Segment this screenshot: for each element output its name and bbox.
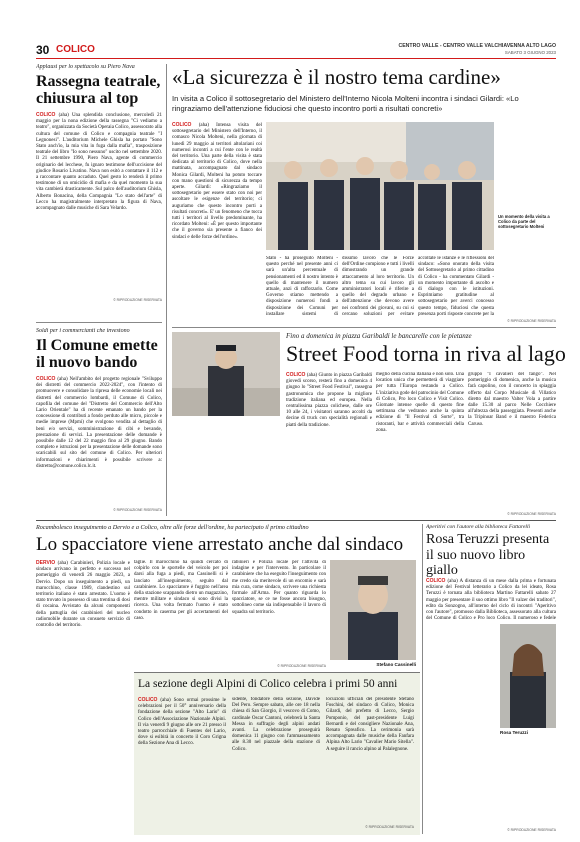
alpini-box	[134, 672, 420, 835]
streetfood-kicker: Fino a domenica in piazza Garibaldi le bancarelle con le pietanze	[286, 332, 472, 340]
teruzzi-body-top: COLICO (aha) A distanza di un mese dalla prima e fortunata edizione del Festival letterario a Colico da lei ideato, Rosa Teruzzi è tornata alla biblioteca Martino Fattarelli sabato 27 maggio per presentare il suo ottimo libro "Il valzer dei traditori", edito da Sonzogno, all'interno del ciclo di incontri "Aperitivo con l'autore", promosso dalla Biblioteca, assessorato alla cultura del Comune di Colico e Pro loco Colico. Il numeroso e fedele	[426, 578, 556, 622]
page-header	[36, 42, 556, 58]
alpini-credit: © RIPRODUZIONE RISERVATA	[365, 825, 414, 829]
sicurezza-caption: Un momento della visita a Colico da parte del sottosegretario Molteni	[498, 214, 550, 230]
divider-left-1	[36, 322, 162, 323]
officer-photo-image	[172, 332, 280, 416]
group-photo-image	[266, 122, 494, 250]
sicurezza-col-3: dissimo lavoro che le Forze dell'Ordine compiono e tutti i livelli dimostrando un grande attaccamento al loro territorio. Un altro tema su cui lavoro gli amministratori locali è riferire a quello del degrado urbano e dell'attenzione che devono avere nei confronti dei giovani, su cui si cercano soluzioni per evitare	[342, 256, 414, 317]
spacciatore-caption: Stefano Cassinelli	[376, 662, 416, 667]
alpini-col-3: locuzioni ufficiali del presidente Stefano Foschini, del sindaco di Colico, Monica Gilardi, del prefetto di Lecco, Sergio Pomponio, del past-presidente Luigi Bernardi e del consigliere Nazionale Ana, Renato Spreafico. La cerimonia sarà accompagnata dalle musiche della Fanfara Alpina Alto Lario "Cavalier Mario Sitella". A seguire il rancio alpino al Palalegnone.	[326, 697, 414, 752]
rassegna-tag: COLICO	[36, 112, 56, 118]
section-label: COLICO	[56, 44, 95, 55]
sicurezza-photo	[266, 122, 494, 250]
article-bando	[36, 328, 162, 518]
bando-kicker: Soldi per i commercianti che investono	[36, 328, 130, 334]
page-number: 30	[36, 43, 50, 57]
sicurezza-col-4: accoltate le istanze e le riflessioni del sindaco: «Sono onorato della visita del Sottosegretario al primo cittadino di Colico - ha commentato Gilardi - un momento importante di ascolto e di dialogo con le istituzioni. Esprimiamo gratitudine al sottosegretario per averci concesso questo tempo, fiduciosi che questa presenza porti risposte concrete per la	[418, 256, 494, 317]
author-photo-image	[500, 624, 556, 728]
teruzzi-title: Rosa Teruzzi presenta il suo nuovo libro giallo	[426, 532, 550, 578]
sicurezza-tag: COLICO	[172, 122, 192, 128]
rassegna-credit: © RIPRODUZIONE RISERVATA	[113, 298, 162, 302]
alpini-col-2: sidente, fondatore della sezione, Davide Del Pero. Sempre sabato, alle ore 18 nella chiesa di San Giorgio, il vescovo di Como, cardinale Oscar Cantoni, celebrerà la Santa Messa in suffragio degli alpini andati avanti. La celebrazione proseguirà domenica 11 giugno con l'ammassamento alle 8.30 nel piazzale della stazione di Colico.	[232, 697, 320, 752]
vertical-divider-right	[422, 524, 423, 834]
sicurezza-title: «La sicurezza è il nostro tema cardine»	[172, 65, 501, 89]
teruzzi-caption: Rosa Teruzzi	[500, 730, 528, 735]
bando-credit: © RIPRODUZIONE RISERVATA	[113, 508, 162, 512]
teruzzi-credit: © RIPRODUZIONE RISERVATA	[507, 828, 556, 832]
streetfood-col-2: meglio della cucina italiana e non solo. Una location unica che permetterà di viaggiare per tutta l'Europa restando a Colico. L'iniziativa gode del patrocinio del Comune di Colico, Pro loco Colico e Visit Colico. Giornate intense quelle di questo fine settimana che vedranno anche la quinta edizione di "Il Festival di Sorte", tra ristoranti, bar e attività commerciali della zona.	[376, 372, 464, 433]
streetfood-title: Street Food torna in riva al lago	[286, 341, 566, 366]
spacciatore-photo	[330, 560, 416, 660]
streetfood-tag: COLICO	[286, 372, 306, 378]
streetfood-photo	[172, 332, 280, 416]
sicurezza-deck: In visita a Colico il sottosegretario del Ministero dell'Interno Nicola Molteni incontra i sindaci Gilardi: «Lo ringraziamo dell'attenzione fiduciosi che questo incontro porti a risultati concreti»	[172, 94, 519, 113]
teruzzi-tag: COLICO	[426, 578, 446, 584]
spacciatore-kicker: Rocambolesco inseguimento a Dervio e a Colico, oltre alle forze dell'ordine, ha partecipato il primo cittadino	[36, 524, 309, 531]
rassegna-body: COLICO (aha) Una splendida conclusione, mercoledì 21 maggio per la nona edizione della rassegna "Ci vediamo a teatro", organizzata da Società Operaia Colico, assessorato alla cultura del comune di Colico e compagnia teatrale "I Legnonesi". L'auditorium Michele Ghisla ha portato "Sono Stato anch'io, la mia vita in fuga dalla mafia", trasposizione teatrale del libro "Io sono nessuno" uscito nel settembre 2020. Il 21 settembre 1990, Piero Nava, agente di commercio originario del lecchese, fu ignaro testimone dell'uccisione del giudice Rosario Livatino. Nava non esitò a contattare il 112 e a raccontare quanto accaduto. Quel gesto lo renderà il primo testimone di un omicidio di mafia e da quel momento la sua vita cambierà drasticamente. Sul palco dell'auditorium Ghisla, Alberto Bonacina, della Compagnia "Lo stato dell'arte" di Lecco ha magistralmente interpretato la figura di Nava, accompagnato dalle musiche di Sara Velardo.	[36, 112, 162, 212]
sicurezza-credit: © RIPRODUZIONE RISERVATA	[507, 319, 556, 323]
alpini-title: La sezione degli Alpini di Colico celebra i primi 50 anni	[138, 678, 398, 690]
article-teruzzi	[426, 524, 556, 836]
teruzzi-photo	[500, 624, 556, 728]
alpini-tag: COLICO	[138, 697, 158, 703]
article-rassegna	[36, 64, 162, 312]
divider-right-1	[172, 327, 556, 328]
spacciatore-col-2: taglie. Il marocchino ha quindi cercato di colpirlo con le sportelle del veicolo per poi darsi alla fuga a piedi, ma Cassinelli si è lanciato all'inseguimento, seguito dal carabiniere. Lo spacciatore è fuggito nell'area della stazione scappando dietro un magazzino, mentre militare e sindaco si sono divisi la ricerca. Una volta fermato l'uomo è stato condotto in caserma per gli accertamenti del caso.	[134, 560, 228, 621]
spacciatore-col-1: DERVIO (aha) Carabinieri, Polizia locale e sindaco arrivano in perfetto e successo nel pomeriggio di venerdì 26 maggio 2023, a Dervio. Dopo un inseguimento a piedi, un marocchino, classe 1989, clandestino sul territorio italiano è stato arrestato. L'uomo è stato trovato in possesso di una trentina di dosi di cocaina. Avvistato da alcuni componenti della pattuglia dei carabinieri del nucleo radiomobile durante un consueto servizio di controllo del territorio.	[36, 560, 130, 629]
header-rule	[36, 58, 556, 59]
bando-body: COLICO (aha) Nell'ambito del progetto regionale "Sviluppo dei distretti del commercio 2022-2024", con l'intento di promuovere e consolidare la ripresa delle economie locali nei distretti del commercio lombardi, il Comune di Colico, capofila del comune del "Distretto del Commercio dell'Alto Lario Orientale" ha di recente emanato un bando per la concessione di contributi a fondo perduto alle micro, piccole e medie imprese (Mpmi) che svolgono vendita al dettaglio di beni e/o servizi, somministrazione di cibi e bevande, prestazione di servizi. La presentazione delle domande è possibile dalle 12 del 22 maggio fino al 29 giugno. Bando completo e istruzioni per la presentazione delle domande sono scaricabili sul sito del comune di Colico. Per ulteriori informazioni e chiarimenti è possibile scrivere a: distretto@comune.colico.lc.it.	[36, 376, 162, 469]
spacciatore-col-3: rabinieri e Polizia locale per l'attività di indagine e per l'intervento. In particolare il carabiniere che ha eseguito l'inseguimento con me credo sia meritevole di un encomio e sarà mia cura, come sindaco, scrivere una richiesta formale all'Arma. Per quanto riguarda lo spacciatore, se ce ne fosse ancora bisogno, sottolineo come sia indispensabile il lavoro di squadra sul territorio.	[232, 560, 326, 615]
streetfood-credit: © RIPRODUZIONE RISERVATA	[507, 512, 556, 516]
sicurezza-col-1: COLICO (aha) Intensa visita del sottosegretario del Ministero dell'Interno, il comasco Nicola Molteni, nella giornata di lunedì 29 maggio ai territori altolariani coi numerosi incontri a cui l'ente con le realtà del territorio. Una parte della visita è stata dedicata al territorio di Colico, dove nella mattinata, accompagnato dal sindaco Monica Gilardi, Molteni ha potuto toccare con mano questioni di sicurezza da tempo aperte. Gilardi: «Ringraziamo il sottosegretario per essere stato con noi per ascoltare le esigenze del territorio; ci auguriamo che questo incontro porti a risultati concreti». E' un fenomeno che tocca tutti i territori al livello predominante, ha ricordato Molteni: «È per questo importante che il governo sia presente a fianco dei sindaci e delle forze dell'ordine».	[172, 122, 262, 240]
spacciatore-credit: © RIPRODUZIONE RISERVATA	[277, 664, 326, 668]
streetfood-col-3: gruppo "I cavalieri del fango". Nel pomeriggio di domenica, anche la musica farà capolino, con il concerto in spiaggia offerto dal Corpo Musicale di Villatico diretto dal maestro Valter Vola a partire dalle 15.30 al parco Nelle Cocchiere all'altezza della passeggiata. Presenti anche la Tripinoar Band e il maestro Federica Caruso.	[468, 372, 556, 427]
rassegna-title: Rassegna teatrale, chiusura al top	[36, 73, 161, 107]
bando-tag: COLICO	[36, 376, 56, 382]
rassegna-kicker: Applausi per lo spettacolo su Piero Nava	[36, 64, 135, 70]
vertical-divider-left	[166, 64, 167, 516]
spacciatore-title: Lo spacciatore viene arrestato anche dal sindaco	[36, 534, 404, 555]
sicurezza-col-2: Stato - ha proseguito Molteni - questo perché nel presente anni ci sarà un'alta percentuale di pensionamenti ed il nostro intento è quello di mantenere il numero attuale, anzi di rafforzarlo. Come Governo stiamo mettendo a disposizione numerosi fondi a disposizione dei Comuni per installare sistemi di	[266, 256, 338, 317]
alpini-col-1: COLICO (aha) Sono ormai prossime le celebrazioni per il 50° anniversario della fondazione della sezione "Alto Lario" di Colico dell'Associazione Nazionale Alpini. Il via venerdì 9 giugno alle ore 21 presso il teatro parrocchiale di Fuentes del Lario, dove si esibirà in concerto il Coro Grigna della Sezione Ana di Lecco.	[138, 697, 226, 747]
bando-title: Il Comune emette il nuovo bando	[36, 337, 158, 371]
edition-label: CENTRO VALLE - CENTRO VALLE VALCHIAVENNA ALTO LAGO	[398, 43, 556, 49]
teruzzi-kicker: Aperitivi con l'autore alla biblioteca Fattarelli	[426, 524, 531, 530]
divider-middle	[36, 520, 556, 521]
spacciatore-tag: DERVIO	[36, 560, 56, 566]
streetfood-col-1: COLICO (aha) Giunto in piazza Garibaldi giovedì scorso, resterà fino a domenica 4 giugno lo "Street Food Festival", rassegna gastronomica che propone la migliore tradizione italiana ed europea. Nella centralissima piazza colichese, dalle ore 10 alle 24, i visitatori saranno accolti da decine di truck con specialità regionali e piatti della tradizione.	[286, 372, 372, 428]
date-label: SABATO 3 GIUGNO 2023	[504, 50, 556, 55]
portrait-photo-image	[330, 560, 416, 660]
